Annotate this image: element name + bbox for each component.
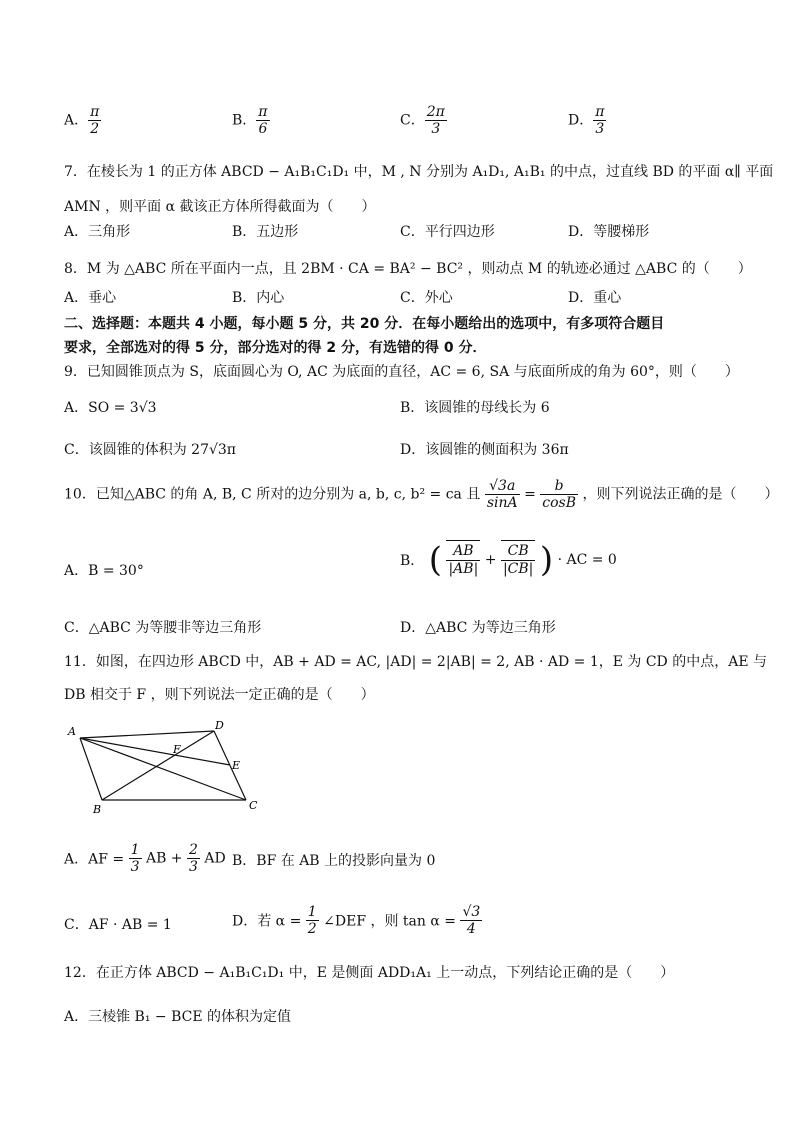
q6-option-b: B． $\frac{\pi}{6}$: [232, 104, 268, 138]
segment-ae: [80, 738, 230, 765]
q12-stem: 12．在正方体 ABCD − A₁B₁C₁D₁ 中，E 是侧面 ADD₁A₁ 上一动点，下列结论正确的是（ ）: [64, 965, 675, 981]
q9-option-d: D．该圆锥的侧面积为 36π: [400, 442, 569, 458]
q6-option-c: C． $\frac{2\pi}{3}$: [400, 104, 445, 138]
q10-option-b: B． ( $\frac{AB}{|AB|}$ + $\frac{CB}{|CB|}$ ) · AC = 0: [400, 540, 617, 580]
section2-heading-line1: 二、选择题：本题共 4 小题，每小题 5 分，共 20 分．在每小题给出的选项中，有多项符合题目: [64, 316, 665, 332]
q10-option-c: C．△ABC 为等腰非等边三角形: [64, 620, 262, 636]
diagonal-bd: [102, 731, 214, 800]
q9-stem: 9．已知圆锥顶点为 S，底面圆心为 O, AC 为底面的直径，AC = 6, SA 与底面所成的角为 60°，则（ ）: [64, 364, 739, 380]
label-f: F: [173, 743, 181, 756]
label-a: A: [68, 725, 76, 738]
q11-stem-line1: 11．如图，在四边形 ABCD 中，AB + AD = AC, |AD| = 2|AB| = 2, AB · AD = 1，E 为 CD 的中点，AE 与: [64, 654, 768, 670]
q9-option-a: A．SO = 3√3: [64, 400, 157, 416]
q8-option-a: A．垂心: [64, 290, 117, 306]
section2-heading-line2: 要求，全部选对的得 5 分，部分选对的得 2 分，有选错的得 0 分．: [64, 340, 487, 356]
q9-option-b: B．该圆锥的母线长为 6: [400, 400, 550, 416]
q7-option-b: B．五边形: [232, 224, 299, 240]
q11-stem-line2: DB 相交于 F ，则下列说法一定正确的是（ ）: [64, 687, 375, 703]
q12-option-a: A．三棱锥 B₁ − BCE 的体积为定值: [64, 1009, 292, 1025]
q6-option-d: D． $\frac{\pi}{3}$: [568, 104, 605, 138]
q7-option-a: A．三角形: [64, 224, 131, 240]
q9-option-c: C．该圆锥的体积为 27√3π: [64, 442, 237, 458]
edge-ad: [80, 731, 214, 738]
q11-option-d: D．若 α = $\frac{1}{2}$ ∠DEF ，则 tan α = $\frac{√3}{4}$: [232, 904, 481, 938]
q10-stem: 10．已知△ABC 的角 A, B, C 所对的边分别为 a, b, c, b² = ca 且 $\frac{√3a}{\sin A}$ = $\frac{b}{\cos B}$ ，则下列说法正确的是（ ）: [64, 478, 779, 512]
q7-option-d: D．等腰梯形: [568, 224, 650, 240]
edge-ba: [80, 738, 102, 800]
label-b: B: [93, 803, 102, 816]
q7-stem-line2: AMN ，则平面 α 截该正方体所得截面为（ ）: [64, 199, 376, 215]
q11-quadrilateral-figure: [64, 718, 264, 816]
label-c: C: [249, 799, 258, 812]
q11-option-c: C．AF · AB = 1: [64, 917, 172, 933]
q7-stem-line1: 7．在棱长为 1 的正方体 ABCD − A₁B₁C₁D₁ 中，M , N 分别为 A₁D₁, A₁B₁ 的中点，过直线 BD 的平面 α∥ 平面: [64, 164, 774, 180]
label-e: E: [232, 759, 241, 772]
q8-option-d: D．重心: [568, 290, 622, 306]
q7-option-c: C．平行四边形: [400, 224, 495, 240]
q8-option-b: B．内心: [232, 290, 285, 306]
q8-stem: 8．M 为 △ABC 所在平面内一点，且 2BM · CA = BA² − BC² ，则动点 M 的轨迹必通过 △ABC 的（ ）: [64, 261, 752, 277]
q6-option-a: A． $\frac{\pi}{2}$: [64, 104, 100, 138]
q8-option-c: C．外心: [400, 290, 453, 306]
q11-option-b: B．BF 在 AB 上的投影向量为 0: [232, 853, 436, 869]
q11-option-a: A．AF = $\frac{1}{3}$ AB + $\frac{2}{3}$ AD: [64, 842, 226, 876]
label-d: D: [215, 719, 224, 732]
q10-option-d: D．△ABC 为等边三角形: [400, 620, 556, 636]
q10-option-a: A．B = 30°: [64, 563, 144, 579]
